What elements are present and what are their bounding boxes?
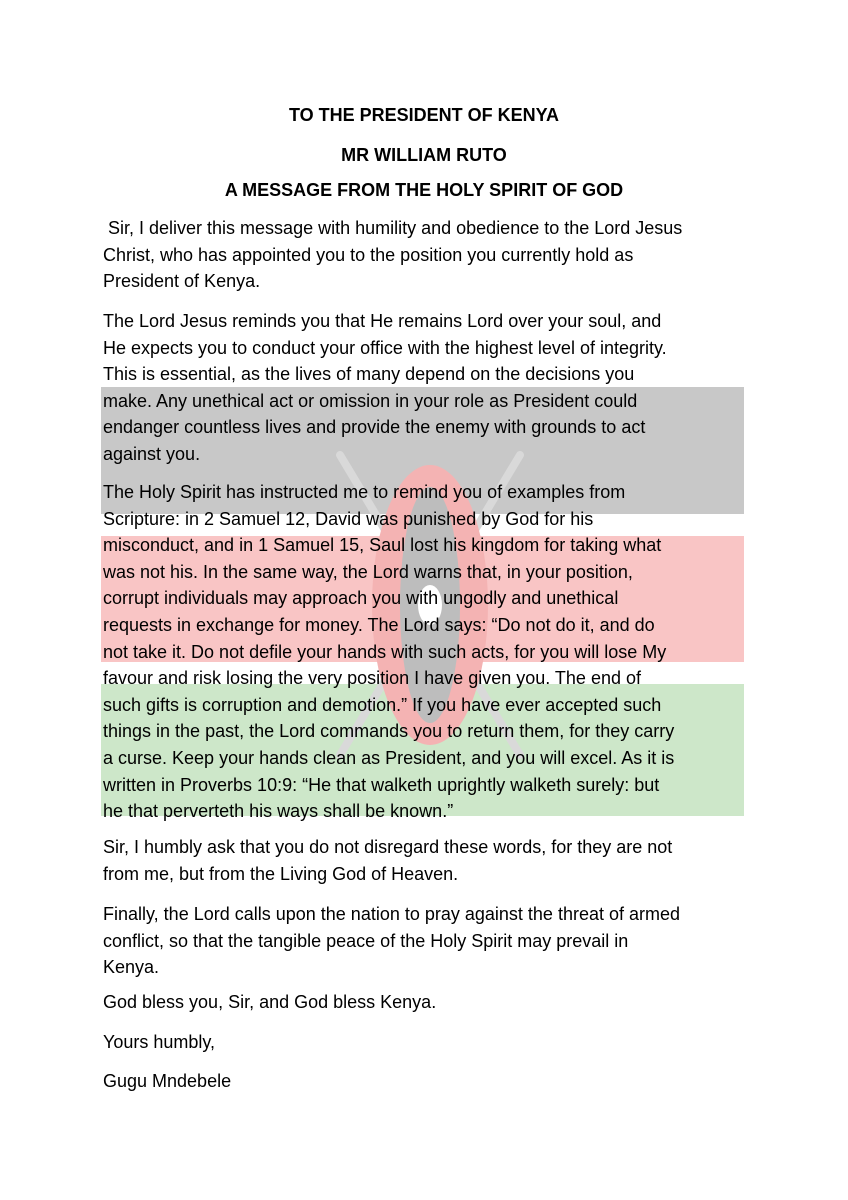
paragraph-opening: [103, 215, 753, 295]
paragraph-prayer: [103, 901, 753, 981]
text-line: The Holy Spirit has instructed me to remind you of examples from: [103, 482, 626, 502]
text-line: misconduct, and in 1 Samuel 15, Saul lost his kingdom for taking what: [103, 535, 662, 556]
text-line: He expects you to conduct your office with the highest level of integrity.: [103, 337, 667, 358]
text-line: Sir, I humbly ask that you do not disregard these words, for they are not: [103, 837, 673, 857]
text-line: from me, but from the Living God of Heaven.: [103, 863, 459, 884]
text-line: Scripture: in 2 Samuel 12, David was punished by God for his: [103, 508, 594, 529]
text-line: Christ, who has appointed you to the position you currently hold as: [103, 244, 634, 265]
text-line: Kenya.: [103, 957, 160, 978]
text-line: was not his. In the same way, the Lord warns that, in your position,: [103, 561, 633, 582]
text-line: conflict, so that the tangible peace of the Holy Spirit may prevail in: [103, 930, 629, 951]
text-line: President of Kenya.: [103, 271, 261, 292]
text-line: favour and risk losing the very position I have given you. The end of: [103, 668, 641, 689]
closing: [103, 1029, 753, 1056]
text-line: Yours humbly,: [103, 1032, 216, 1052]
paragraph-blessing: [103, 989, 753, 1016]
heading-recipient: TO THE PRESIDENT OF KENYA: [288, 105, 560, 125]
text-line: things in the past, the Lord commands you to return them, for they carry: [103, 721, 675, 742]
text-line: Gugu Mndebele: [103, 1071, 232, 1091]
text-line: he that perverteth his ways shall be known.”: [103, 801, 454, 822]
text-line: Finally, the Lord calls upon the nation to pray against the threat of armed: [103, 904, 681, 924]
text-line: make. Any unethical act or omission in your role as President could: [103, 390, 638, 411]
text-line: corrupt individuals may approach you with ungodly and unethical: [103, 588, 619, 609]
text-line: The Lord Jesus reminds you that He remains Lord over your soul, and: [103, 311, 662, 331]
text-line: Sir, I deliver this message with humility and obedience to the Lord Jesus: [103, 218, 683, 238]
text-line: not take it. Do not defile your hands with such acts, for you will lose My: [103, 641, 667, 662]
heading-subject: A MESSAGE FROM THE HOLY SPIRIT OF GOD: [224, 180, 624, 200]
paragraph-scripture: [103, 479, 753, 825]
text-line: such gifts is corruption and demotion.” If you have ever accepted such: [103, 694, 662, 715]
text-line: God bless you, Sir, and God bless Kenya.: [103, 992, 437, 1012]
text-line: requests in exchange for money. The Lord says: “Do not do it, and do: [103, 614, 655, 635]
signature-name: [103, 1068, 753, 1095]
paragraph-integrity: [103, 308, 753, 468]
text-line: written in Proverbs 10:9: “He that walketh uprightly walketh surely: but: [103, 774, 660, 795]
heading-recipient-name: MR WILLIAM RUTO: [341, 145, 507, 165]
text-line: This is essential, as the lives of many depend on the decisions you: [103, 364, 635, 385]
text-line: endanger countless lives and provide the enemy with grounds to act: [103, 417, 646, 438]
text-line: against you.: [103, 443, 201, 464]
paragraph-request: [103, 834, 753, 887]
text-line: a curse. Keep your hands clean as President, and you will excel. As it is: [103, 747, 675, 768]
